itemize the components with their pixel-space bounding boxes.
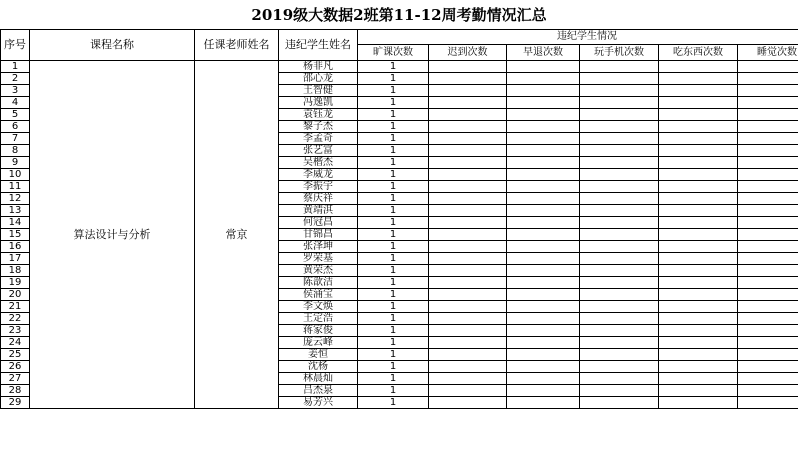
absent-count-cell: 1 <box>358 193 429 205</box>
early-leave-count-cell <box>507 121 580 133</box>
student-name-cell: 何冠昌 <box>279 217 358 229</box>
phone-count-cell <box>580 85 659 97</box>
late-count-cell <box>429 313 507 325</box>
row-index-cell: 24 <box>1 337 30 349</box>
phone-count-cell <box>580 157 659 169</box>
sleeping-count-cell <box>738 157 798 169</box>
late-count-cell <box>429 73 507 85</box>
phone-count-cell <box>580 289 659 301</box>
absent-count-cell: 1 <box>358 289 429 301</box>
sleeping-count-cell <box>738 385 798 397</box>
early-leave-count-cell <box>507 313 580 325</box>
sleeping-count-cell <box>738 169 798 181</box>
late-count-cell <box>429 145 507 157</box>
early-leave-count-cell <box>507 301 580 313</box>
sleeping-count-cell <box>738 121 798 133</box>
header-late: 迟到次数 <box>429 45 507 61</box>
eating-count-cell <box>659 205 738 217</box>
eating-count-cell <box>659 313 738 325</box>
early-leave-count-cell <box>507 193 580 205</box>
eating-count-cell <box>659 361 738 373</box>
absent-count-cell: 1 <box>358 229 429 241</box>
eating-count-cell <box>659 301 738 313</box>
early-leave-count-cell <box>507 205 580 217</box>
phone-count-cell <box>580 73 659 85</box>
student-name-cell: 王定浩 <box>279 313 358 325</box>
row-index-cell: 25 <box>1 349 30 361</box>
sleeping-count-cell <box>738 373 798 385</box>
sleeping-count-cell <box>738 181 798 193</box>
student-name-cell: 甘锦昌 <box>279 229 358 241</box>
eating-count-cell <box>659 241 738 253</box>
row-index-cell: 21 <box>1 301 30 313</box>
student-name-cell: 侯涌宝 <box>279 289 358 301</box>
eating-count-cell <box>659 121 738 133</box>
student-name-cell: 吴楷杰 <box>279 157 358 169</box>
phone-count-cell <box>580 253 659 265</box>
phone-count-cell <box>580 133 659 145</box>
student-name-cell: 黎子杰 <box>279 121 358 133</box>
absent-count-cell: 1 <box>358 133 429 145</box>
header-absent: 旷课次数 <box>358 45 429 61</box>
sleeping-count-cell <box>738 325 798 337</box>
absent-count-cell: 1 <box>358 109 429 121</box>
phone-count-cell <box>580 109 659 121</box>
student-name-cell: 邵心龙 <box>279 73 358 85</box>
eating-count-cell <box>659 217 738 229</box>
student-name-cell: 张艺富 <box>279 145 358 157</box>
late-count-cell <box>429 253 507 265</box>
absent-count-cell: 1 <box>358 61 429 73</box>
early-leave-count-cell <box>507 241 580 253</box>
early-leave-count-cell <box>507 289 580 301</box>
phone-count-cell <box>580 193 659 205</box>
absent-count-cell: 1 <box>358 301 429 313</box>
early-leave-count-cell <box>507 325 580 337</box>
early-leave-count-cell <box>507 217 580 229</box>
phone-count-cell <box>580 61 659 73</box>
eating-count-cell <box>659 397 738 409</box>
eating-count-cell <box>659 385 738 397</box>
late-count-cell <box>429 385 507 397</box>
early-leave-count-cell <box>507 85 580 97</box>
header-course: 课程名称 <box>30 30 195 61</box>
phone-count-cell <box>580 397 659 409</box>
phone-count-cell <box>580 229 659 241</box>
student-name-cell: 黄靖淇 <box>279 205 358 217</box>
early-leave-count-cell <box>507 181 580 193</box>
late-count-cell <box>429 337 507 349</box>
student-name-cell: 李威龙 <box>279 169 358 181</box>
phone-count-cell <box>580 97 659 109</box>
student-name-cell: 王智健 <box>279 85 358 97</box>
phone-count-cell <box>580 361 659 373</box>
late-count-cell <box>429 289 507 301</box>
sheet-title: 2019级大数据2班第11-12周考勤情况汇总 <box>251 6 547 24</box>
row-index-cell: 17 <box>1 253 30 265</box>
absent-count-cell: 1 <box>358 85 429 97</box>
absent-count-cell: 1 <box>358 253 429 265</box>
phone-count-cell <box>580 325 659 337</box>
early-leave-count-cell <box>507 385 580 397</box>
late-count-cell <box>429 325 507 337</box>
sleeping-count-cell <box>738 97 798 109</box>
early-leave-count-cell <box>507 397 580 409</box>
eating-count-cell <box>659 181 738 193</box>
absent-count-cell: 1 <box>358 145 429 157</box>
late-count-cell <box>429 85 507 97</box>
row-index-cell: 5 <box>1 109 30 121</box>
student-name-cell: 袁钰龙 <box>279 109 358 121</box>
row-index-cell: 14 <box>1 217 30 229</box>
late-count-cell <box>429 361 507 373</box>
late-count-cell <box>429 61 507 73</box>
sleeping-count-cell <box>738 73 798 85</box>
student-name-cell: 陈歆洁 <box>279 277 358 289</box>
absent-count-cell: 1 <box>358 121 429 133</box>
absent-count-cell: 1 <box>358 277 429 289</box>
late-count-cell <box>429 373 507 385</box>
eating-count-cell <box>659 73 738 85</box>
row-index-cell: 6 <box>1 121 30 133</box>
phone-count-cell <box>580 313 659 325</box>
sleeping-count-cell <box>738 361 798 373</box>
student-name-cell: 罗荣基 <box>279 253 358 265</box>
early-leave-count-cell <box>507 373 580 385</box>
late-count-cell <box>429 193 507 205</box>
row-index-cell: 22 <box>1 313 30 325</box>
sleeping-count-cell <box>738 133 798 145</box>
header-eating: 吃东西次数 <box>659 45 738 61</box>
sleeping-count-cell <box>738 85 798 97</box>
student-name-cell: 李文焕 <box>279 301 358 313</box>
row-index-cell: 28 <box>1 385 30 397</box>
eating-count-cell <box>659 169 738 181</box>
absent-count-cell: 1 <box>358 361 429 373</box>
phone-count-cell <box>580 205 659 217</box>
late-count-cell <box>429 349 507 361</box>
sleeping-count-cell <box>738 241 798 253</box>
late-count-cell <box>429 217 507 229</box>
header-sleeping: 睡觉次数 <box>738 45 798 61</box>
sleeping-count-cell <box>738 253 798 265</box>
phone-count-cell <box>580 301 659 313</box>
student-name-cell: 沈杨 <box>279 361 358 373</box>
early-leave-count-cell <box>507 277 580 289</box>
phone-count-cell <box>580 169 659 181</box>
course-name-cell: 算法设计与分析 <box>30 61 195 409</box>
sleeping-count-cell <box>738 61 798 73</box>
table-row <box>1 61 798 73</box>
row-index-cell: 10 <box>1 169 30 181</box>
row-index-cell: 23 <box>1 325 30 337</box>
late-count-cell <box>429 133 507 145</box>
early-leave-count-cell <box>507 349 580 361</box>
student-name-cell: 蒋家俊 <box>279 325 358 337</box>
early-leave-count-cell <box>507 169 580 181</box>
eating-count-cell <box>659 349 738 361</box>
phone-count-cell <box>580 385 659 397</box>
student-name-cell: 张泽坤 <box>279 241 358 253</box>
eating-count-cell <box>659 145 738 157</box>
phone-count-cell <box>580 145 659 157</box>
phone-count-cell <box>580 217 659 229</box>
eating-count-cell <box>659 157 738 169</box>
late-count-cell <box>429 265 507 277</box>
sleeping-count-cell <box>738 145 798 157</box>
eating-count-cell <box>659 337 738 349</box>
early-leave-count-cell <box>507 265 580 277</box>
absent-count-cell: 1 <box>358 385 429 397</box>
eating-count-cell <box>659 373 738 385</box>
eating-count-cell <box>659 97 738 109</box>
absent-count-cell: 1 <box>358 169 429 181</box>
row-index-cell: 20 <box>1 289 30 301</box>
phone-count-cell <box>580 265 659 277</box>
late-count-cell <box>429 205 507 217</box>
absent-count-cell: 1 <box>358 97 429 109</box>
row-index-cell: 29 <box>1 397 30 409</box>
sleeping-count-cell <box>738 313 798 325</box>
student-name-cell: 易芳兴 <box>279 397 358 409</box>
header-teacher: 任课老师姓名 <box>195 30 279 61</box>
student-name-cell: 李孟奇 <box>279 133 358 145</box>
eating-count-cell <box>659 229 738 241</box>
phone-count-cell <box>580 277 659 289</box>
row-index-cell: 3 <box>1 85 30 97</box>
early-leave-count-cell <box>507 61 580 73</box>
early-leave-count-cell <box>507 109 580 121</box>
absent-count-cell: 1 <box>358 181 429 193</box>
row-index-cell: 27 <box>1 373 30 385</box>
row-index-cell: 1 <box>1 61 30 73</box>
absent-count-cell: 1 <box>358 397 429 409</box>
phone-count-cell <box>580 241 659 253</box>
phone-count-cell <box>580 121 659 133</box>
student-name-cell: 李振宇 <box>279 181 358 193</box>
early-leave-count-cell <box>507 361 580 373</box>
eating-count-cell <box>659 253 738 265</box>
eating-count-cell <box>659 109 738 121</box>
absent-count-cell: 1 <box>358 325 429 337</box>
eating-count-cell <box>659 289 738 301</box>
late-count-cell <box>429 301 507 313</box>
eating-count-cell <box>659 61 738 73</box>
row-index-cell: 16 <box>1 241 30 253</box>
late-count-cell <box>429 169 507 181</box>
row-index-cell: 18 <box>1 265 30 277</box>
student-name-cell: 林晨灿 <box>279 373 358 385</box>
teacher-name-cell: 常京 <box>195 61 279 409</box>
sleeping-count-cell <box>738 349 798 361</box>
attendance-table <box>0 29 798 409</box>
phone-count-cell <box>580 337 659 349</box>
header-early-leave: 早退次数 <box>507 45 580 61</box>
header-student: 违纪学生姓名 <box>279 30 358 61</box>
sleeping-count-cell <box>738 301 798 313</box>
row-index-cell: 19 <box>1 277 30 289</box>
absent-count-cell: 1 <box>358 313 429 325</box>
early-leave-count-cell <box>507 133 580 145</box>
row-index-cell: 13 <box>1 205 30 217</box>
late-count-cell <box>429 229 507 241</box>
student-name-cell: 庞云峰 <box>279 337 358 349</box>
row-index-cell: 2 <box>1 73 30 85</box>
row-index-cell: 4 <box>1 97 30 109</box>
row-index-cell: 15 <box>1 229 30 241</box>
row-index-cell: 12 <box>1 193 30 205</box>
late-count-cell <box>429 181 507 193</box>
row-index-cell: 8 <box>1 145 30 157</box>
absent-count-cell: 1 <box>358 373 429 385</box>
early-leave-count-cell <box>507 229 580 241</box>
student-name-cell: 杨非凡 <box>279 61 358 73</box>
late-count-cell <box>429 121 507 133</box>
header-index: 序号 <box>1 30 30 61</box>
absent-count-cell: 1 <box>358 337 429 349</box>
sleeping-count-cell <box>738 265 798 277</box>
eating-count-cell <box>659 85 738 97</box>
student-name-cell: 蔡庆祥 <box>279 193 358 205</box>
early-leave-count-cell <box>507 97 580 109</box>
sleeping-count-cell <box>738 289 798 301</box>
eating-count-cell <box>659 133 738 145</box>
student-name-cell: 吕杰泉 <box>279 385 358 397</box>
eating-count-cell <box>659 325 738 337</box>
late-count-cell <box>429 397 507 409</box>
phone-count-cell <box>580 373 659 385</box>
eating-count-cell <box>659 277 738 289</box>
early-leave-count-cell <box>507 73 580 85</box>
absent-count-cell: 1 <box>358 157 429 169</box>
row-index-cell: 7 <box>1 133 30 145</box>
sleeping-count-cell <box>738 205 798 217</box>
phone-count-cell <box>580 181 659 193</box>
header-phone: 玩手机次数 <box>580 45 659 61</box>
absent-count-cell: 1 <box>358 217 429 229</box>
absent-count-cell: 1 <box>358 265 429 277</box>
late-count-cell <box>429 109 507 121</box>
eating-count-cell <box>659 265 738 277</box>
row-index-cell: 26 <box>1 361 30 373</box>
absent-count-cell: 1 <box>358 73 429 85</box>
early-leave-count-cell <box>507 145 580 157</box>
student-name-cell: 冯逸凯 <box>279 97 358 109</box>
sleeping-count-cell <box>738 193 798 205</box>
sleeping-count-cell <box>738 277 798 289</box>
early-leave-count-cell <box>507 253 580 265</box>
student-name-cell: 姜恒 <box>279 349 358 361</box>
header-violation-group: 违纪学生情况 <box>358 30 798 45</box>
student-name-cell: 黄荣杰 <box>279 265 358 277</box>
sleeping-count-cell <box>738 397 798 409</box>
row-index-cell: 9 <box>1 157 30 169</box>
sleeping-count-cell <box>738 229 798 241</box>
early-leave-count-cell <box>507 157 580 169</box>
early-leave-count-cell <box>507 337 580 349</box>
row-index-cell: 11 <box>1 181 30 193</box>
late-count-cell <box>429 157 507 169</box>
sleeping-count-cell <box>738 337 798 349</box>
sleeping-count-cell <box>738 217 798 229</box>
absent-count-cell: 1 <box>358 205 429 217</box>
absent-count-cell: 1 <box>358 241 429 253</box>
absent-count-cell: 1 <box>358 349 429 361</box>
late-count-cell <box>429 277 507 289</box>
late-count-cell <box>429 97 507 109</box>
late-count-cell <box>429 241 507 253</box>
phone-count-cell <box>580 349 659 361</box>
eating-count-cell <box>659 193 738 205</box>
sleeping-count-cell <box>738 109 798 121</box>
